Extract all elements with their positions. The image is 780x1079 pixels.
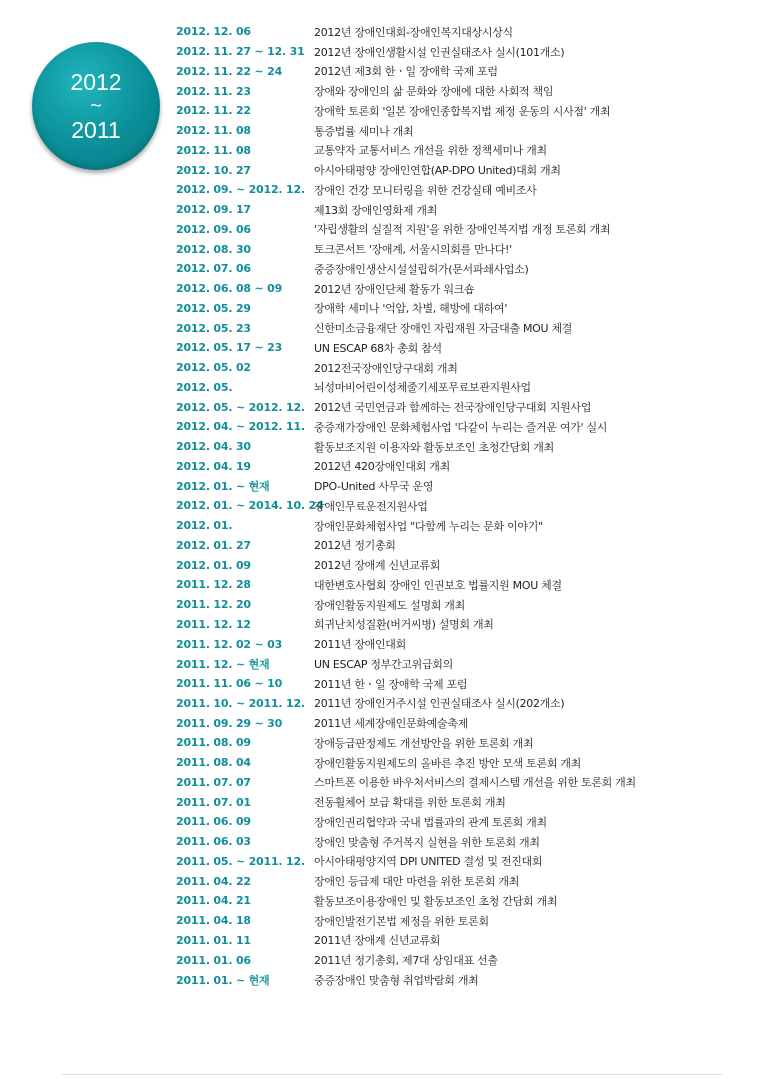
entry-description: DPO-United 사무국 운영 [314,480,434,494]
timeline-entry [176,279,756,299]
timeline-entry [176,713,756,733]
entry-description: 2011년 정기총회, 제7대 상임대표 선출 [314,954,498,968]
entry-description: 2011년 장애계 신년교류회 [314,934,441,948]
entry-date: 2011. 12. 12 [176,617,251,631]
entry-description: 2012년 420장애인대회 개최 [314,460,450,474]
entry-description: 뇌성마비어린이성체줄기세포무료보관지원사업 [314,381,531,395]
entry-date: 2012. 11. 08 [176,143,251,157]
entry-date: 2011. 09. 29 ~ 30 [176,716,283,730]
timeline-entry [176,694,756,714]
timeline-entry [176,220,756,240]
entry-description: 중증장애인 맞춤형 취업박람회 개최 [314,973,479,987]
entry-description: 장애인활동지원제도의 올바른 추진 방안 모색 토론회 개최 [314,756,582,770]
entry-description: 대한변호사협회 장애인 인권보호 법률지원 MOU 체결 [314,578,562,592]
entry-description: 장애인 건강 모니터링을 위한 건강실태 예비조사 [314,183,537,197]
timeline-entry [176,101,756,121]
entry-date: 2011. 08. 09 [176,736,251,750]
timeline-entry [176,180,756,200]
entry-description: 장애와 장애인의 삶 문화와 장애에 대한 사회적 책임 [314,85,554,99]
timeline-entry [176,812,756,832]
entry-description: 2011년 한ㆍ일 장애학 국제 포럼 [314,677,468,691]
entry-date: 2012. 05. 29 [176,301,251,315]
entry-date: 2011. 04. 21 [176,894,251,908]
entry-description: 중증재가장애인 문화체험사업 '다같이 누리는 즐거운 여가' 실시 [314,420,608,434]
entry-date: 2012. 11. 22 [176,104,251,118]
entry-description: 2012전국장애인당구대회 개최 [314,361,458,375]
entry-date: 2012. 11. 27 ~ 12. 31 [176,45,305,59]
entry-date: 2011. 12. ~ 현재 [176,657,270,671]
timeline-entry [176,318,756,338]
timeline-entry [176,141,756,161]
entry-description: 장애인활동지원제도 설명회 개최 [314,598,465,612]
entry-description: 2012년 장애인생활시설 인권실태조사 실시(101개소) [314,45,565,59]
entry-date: 2011. 01. ~ 현재 [176,973,270,987]
entry-description: 신한미소금융재단 장애인 자립재원 자금대출 MOU 체결 [314,322,573,336]
entry-description: 2012년 국민연금과 함께하는 전국장애인당구대회 지원사업 [314,401,592,415]
entry-description: '자립생활의 실질적 지원'을 위한 장애인복지법 개정 토론회 개최 [314,223,611,237]
entry-date: 2011. 07. 07 [176,775,251,789]
timeline-entry [176,496,756,516]
entry-date: 2011. 01. 06 [176,953,251,967]
entry-date: 2011. 08. 04 [176,756,251,770]
timeline-entry [176,338,756,358]
timeline-entry [176,62,756,82]
entry-date: 2011. 07. 01 [176,795,251,809]
entry-description: 2012년 장애계 신년교류회 [314,559,441,573]
entry-description: 2012년 장애인대회-장애인복지대상시상식 [314,25,513,39]
entry-description: 장애등급판정제도 개선방안을 위한 토론회 개최 [314,736,534,750]
entry-date: 2012. 09. 06 [176,222,251,236]
entry-date: 2012. 05. [176,380,233,394]
timeline-entry [176,891,756,911]
timeline-entry [176,595,756,615]
entry-date: 2012. 04. 30 [176,440,251,454]
entry-description: UN ESCAP 정부간고위급회의 [314,657,453,671]
entry-date: 2012. 09. 17 [176,203,251,217]
timeline-entry [176,397,756,417]
entry-description: 장애인무료운전지원사업 [314,499,428,513]
entry-date: 2011. 12. 28 [176,578,251,592]
timeline-entry [176,476,756,496]
timeline-entry [176,536,756,556]
timeline-entry [176,832,756,852]
entry-date: 2012. 09. ~ 2012. 12. [176,183,305,197]
timeline-entry [176,615,756,635]
entry-date: 2012. 01. 09 [176,558,251,572]
timeline-entry [176,555,756,575]
timeline-entry [176,852,756,872]
entry-description: 제13회 장애인영화제 개최 [314,203,438,217]
entry-date: 2012. 04. 19 [176,459,251,473]
entry-description: 장애인발전기본법 제정을 위한 토론회 [314,914,489,928]
timeline-entry [176,970,756,990]
entry-date: 2012. 06. 08 ~ 09 [176,282,283,296]
entry-description: 2012년 정기총회 [314,539,396,553]
entry-date: 2012. 05. 17 ~ 23 [176,341,283,355]
timeline-entry [176,674,756,694]
entry-date: 2011. 06. 03 [176,835,251,849]
timeline-entry [176,634,756,654]
entry-description: 중증장애인생산시설설립허가(문서파쇄사업소) [314,262,529,276]
entry-date: 2011. 05. ~ 2011. 12. [176,854,305,868]
entry-date: 2012. 05. ~ 2012. 12. [176,400,305,414]
timeline-entry [176,417,756,437]
entry-date: 2011. 04. 22 [176,874,251,888]
badge-separator: ~ [90,95,102,117]
year-range-badge [32,42,160,170]
entry-date: 2011. 01. 11 [176,933,251,947]
entry-description: 장애인권리협약과 국내 법률과의 관계 토론회 개최 [314,815,547,829]
timeline-entry [176,437,756,457]
entry-date: 2012. 07. 06 [176,262,251,276]
timeline-entry [176,299,756,319]
timeline-entry [176,753,756,773]
entry-description: UN ESCAP 68차 총회 참석 [314,341,442,355]
entry-description: 통증법률 세미나 개최 [314,124,414,138]
timeline-entry [176,871,756,891]
entry-description: 2012년 장애인단체 활동가 워크숍 [314,282,475,296]
entry-date: 2011. 04. 18 [176,914,251,928]
entry-description: 아시아태평양 장애인연합(AP-DPO United)대회 개최 [314,164,561,178]
timeline-entry [176,457,756,477]
entry-date: 2012. 11. 08 [176,124,251,138]
entry-description: 전동휠체어 보급 확대를 위한 토론회 개최 [314,796,506,810]
entry-description: 장애학 세미나 '억압, 차별, 해방에 대하여' [314,302,508,316]
entry-description: 아시아태평양지역 DPI UNITED 결성 및 전진대회 [314,855,543,869]
entry-description: 활동보조지원 이용자와 활동보조인 초청간담회 개최 [314,440,554,454]
timeline-entry [176,931,756,951]
timeline-entry [176,160,756,180]
timeline-entry [176,121,756,141]
entry-date: 2012. 10. 27 [176,163,251,177]
timeline-entry [176,950,756,970]
timeline-entry [176,575,756,595]
entry-date: 2012. 11. 22 ~ 24 [176,64,283,78]
history-timeline [176,22,756,990]
entry-description: 2011년 장애인거주시설 인권실태조사 실시(202개소) [314,697,565,711]
entry-description: 2012년 제3회 한ㆍ일 장애학 국제 포럼 [314,65,498,79]
entry-description: 희귀난치성질환(버거씨병) 설명회 개최 [314,618,494,632]
entry-date: 2012. 11. 23 [176,84,251,98]
entry-description: 토크콘서트 '장애계, 서울시의회를 만나다!' [314,243,512,257]
entry-description: 장애학 토론회 '일본 장애인종합복지법 제정 운동의 시사점' 개최 [314,104,611,118]
entry-date: 2012. 01. 27 [176,538,251,552]
timeline-entry [176,792,756,812]
entry-date: 2011. 11. 06 ~ 10 [176,677,283,691]
entry-date: 2012. 05. 23 [176,321,251,335]
timeline-entry [176,42,756,62]
entry-date: 2012. 01. ~ 2014. 10. 24 [176,499,324,513]
entry-date: 2012. 12. 06 [176,25,251,39]
entry-date: 2012. 01. ~ 현재 [176,480,270,494]
entry-description: 2011년 세계장애인문화예술축제 [314,717,468,731]
timeline-entry [176,733,756,753]
timeline-entry [176,239,756,259]
badge-year-start: 2012 [70,69,122,95]
entry-description: 스마트폰 이용한 바우처서비스의 결제시스템 개선을 위한 토론회 개최 [314,776,636,790]
entry-date: 2012. 08. 30 [176,242,251,256]
entry-date: 2012. 05. 02 [176,361,251,375]
entry-date: 2012. 01. [176,519,233,533]
timeline-entry [176,773,756,793]
entry-description: 장애인 등급제 대안 마련을 위한 토론회 개최 [314,875,520,889]
badge-year-end: 2011 [71,117,121,143]
entry-date: 2011. 12. 20 [176,598,251,612]
footer-divider [62,1074,722,1075]
entry-description: 2011년 장애인대회 [314,638,406,652]
entry-date: 2011. 10. ~ 2011. 12. [176,696,305,710]
timeline-entry [176,358,756,378]
entry-description: 교통약자 교통서비스 개선을 위한 정책세미나 개최 [314,144,547,158]
entry-date: 2012. 04. ~ 2012. 11. [176,420,305,434]
timeline-entry [176,200,756,220]
timeline-entry [176,516,756,536]
entry-date: 2011. 12. 02 ~ 03 [176,637,283,651]
timeline-entry [176,259,756,279]
timeline-entry [176,654,756,674]
entry-description: 활동보조이용장애인 및 활동보조인 초청 간담회 개최 [314,894,558,908]
entry-date: 2011. 06. 09 [176,815,251,829]
entry-description: 장애인문화체험사업 "다함께 누리는 문화 이야기" [314,519,543,533]
timeline-entry [176,22,756,42]
timeline-entry [176,378,756,398]
timeline-entry [176,911,756,931]
timeline-entry [176,81,756,101]
entry-description: 장애인 맞춤형 주거복지 실현을 위한 토론회 개최 [314,835,540,849]
